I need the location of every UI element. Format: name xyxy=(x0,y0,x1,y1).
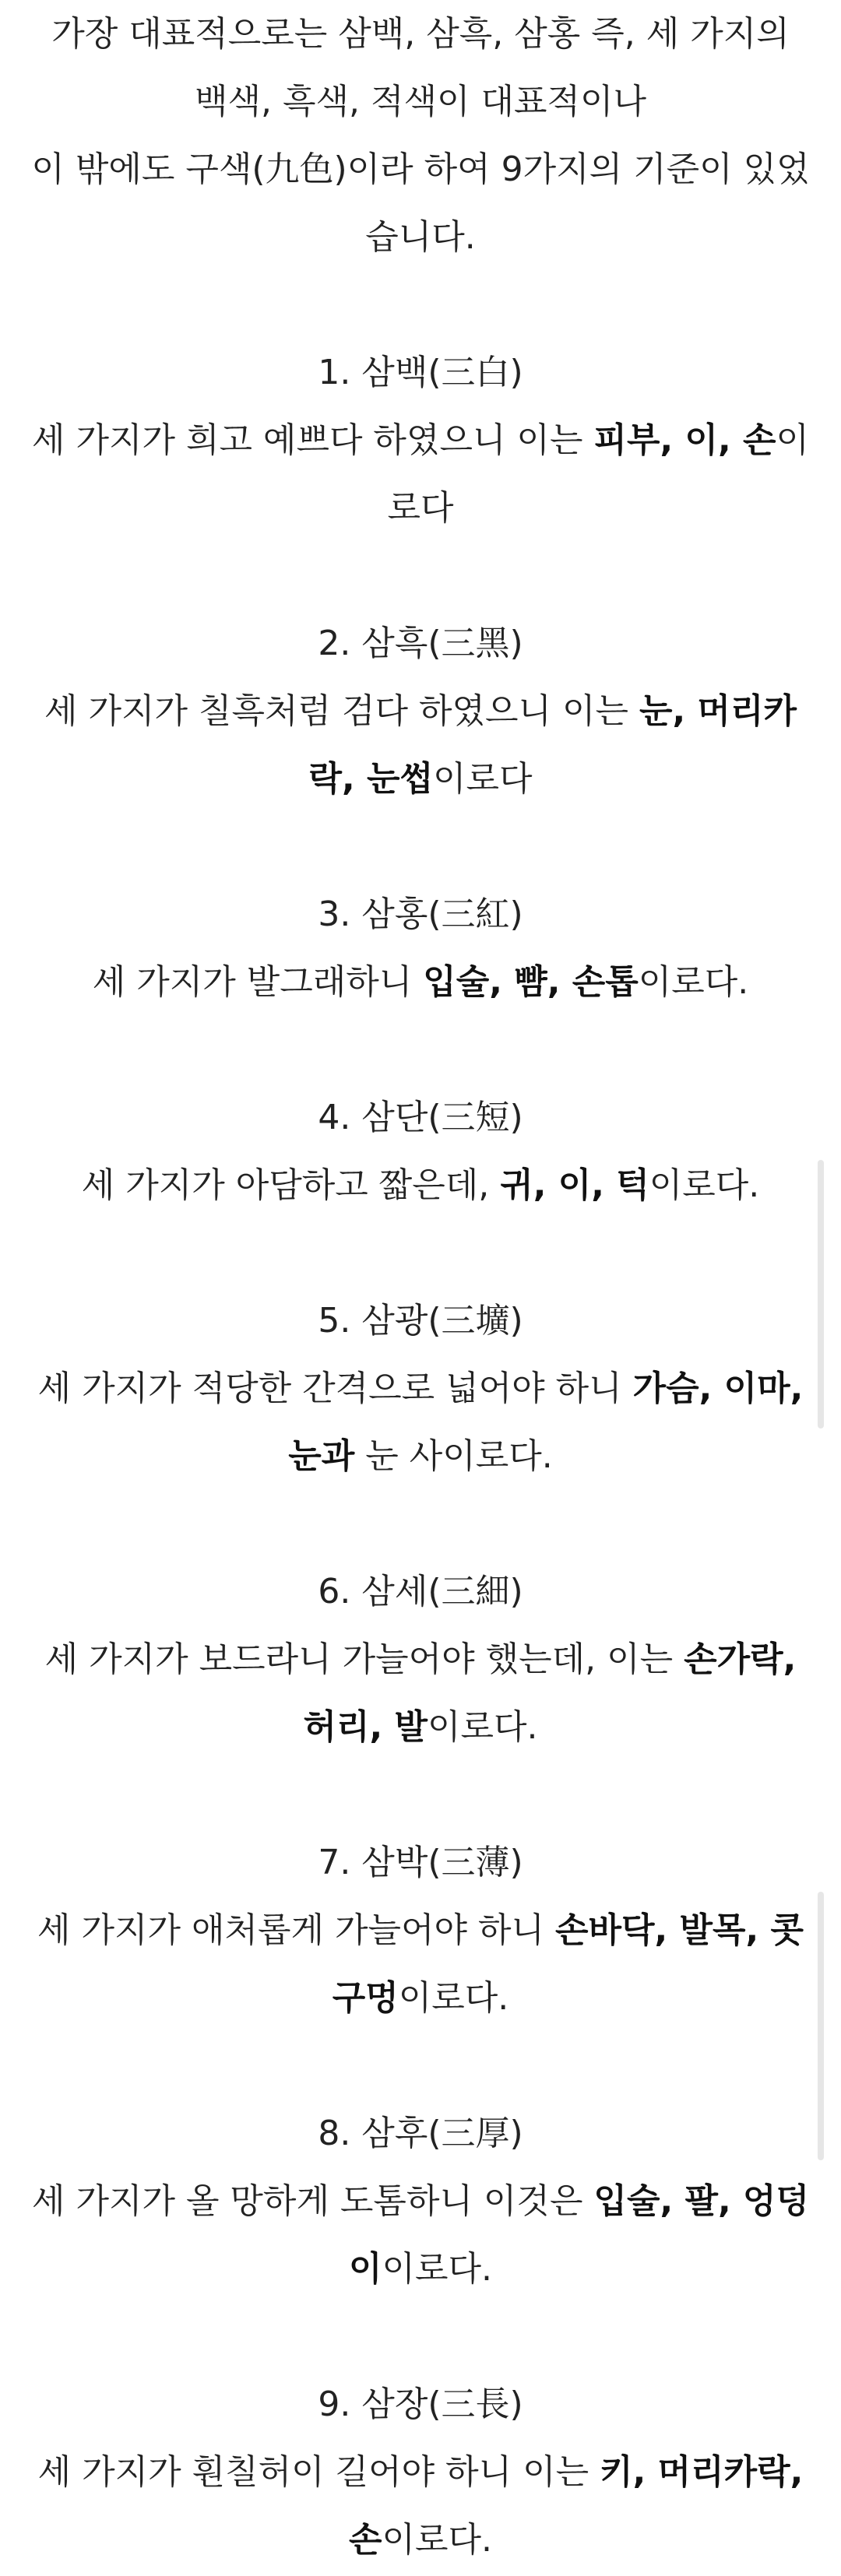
item-highlight: 가슴, 이마, 눈과 xyxy=(288,1369,804,1476)
item-description: 세 가지가 발그래하니 입술, 뺨, 손톱이로다. xyxy=(92,962,749,1002)
item-title: 5. 삼광(三壙) xyxy=(318,1301,523,1341)
item-highlight: 귀, 이, 턱 xyxy=(500,1165,649,1205)
list-item xyxy=(31,880,810,1016)
item-highlight: 눈, 머리카락, 눈썹 xyxy=(308,691,797,799)
item-highlight: 입술, 뺨, 손톱 xyxy=(423,962,639,1002)
item-description: 세 가지가 희고 예쁘다 하였으니 이는 피부, 이, 손이로다 xyxy=(31,420,810,528)
list-item xyxy=(31,1558,810,1761)
item-title: 2. 삼흑(三黑) xyxy=(318,624,523,663)
list-item xyxy=(31,339,810,542)
list-item xyxy=(31,2370,810,2574)
intro-paragraph xyxy=(31,0,810,271)
item-title: 6. 삼세(三細) xyxy=(318,1572,523,1611)
item-description: 세 가지가 애처롭게 가늘어야 하니 손바닥, 발목, 콧구멍이로다. xyxy=(37,1910,804,2018)
item-description: 세 가지가 훤칠허이 길어야 하니 이는 키, 머리카락, 손이로다. xyxy=(37,2452,804,2560)
item-highlight: 키, 머리카락, 손 xyxy=(348,2452,804,2560)
scroll-indicator[interactable] xyxy=(818,1892,824,2160)
intro-line-1: 가장 대표적으로는 삼백, 삼흑, 삼홍 즉, 세 가지의 백색, 흑색, 적색이 대표적이나 xyxy=(51,14,790,121)
list-item xyxy=(31,610,810,813)
item-description: 세 가지가 보드라니 가늘어야 했는데, 이는 손가락, 허리, 발이로다. xyxy=(44,1639,797,1747)
item-highlight: 피부, 이, 손 xyxy=(593,420,776,460)
item-title: 4. 삼단(三短) xyxy=(318,1098,523,1137)
item-description: 세 가지가 올 망하게 도톰하니 이것은 입술, 팔, 엉덩이이로다. xyxy=(31,2181,810,2289)
list-item xyxy=(31,1829,810,2032)
scroll-indicator[interactable] xyxy=(818,1160,824,1429)
item-description: 세 가지가 칠흑처럼 검다 하였으니 이는 눈, 머리카락, 눈썹이로다 xyxy=(44,691,797,799)
item-title: 7. 삼박(三薄) xyxy=(318,1843,523,1882)
item-title: 3. 삼홍(三紅) xyxy=(318,894,523,934)
list-item xyxy=(31,2100,810,2303)
article-body xyxy=(31,0,810,2574)
list-item xyxy=(31,1287,810,1490)
item-highlight: 손바닥, 발목, 콧구멍 xyxy=(332,1910,804,2018)
list-item xyxy=(31,1084,810,1219)
item-description: 세 가지가 적당한 간격으로 넓어야 하니 가슴, 이마, 눈과 눈 사이로다. xyxy=(37,1369,804,1476)
item-description: 세 가지가 아담하고 짧은데, 귀, 이, 턱이로다. xyxy=(81,1165,760,1205)
item-highlight: 입술, 팔, 엉덩이 xyxy=(348,2181,810,2289)
item-highlight: 손가락, 허리, 발 xyxy=(303,1639,797,1747)
item-title: 9. 삼장(三長) xyxy=(318,2384,523,2424)
intro-line-2: 이 밖에도 구색(九色)이라 하여 9가지의 기준이 있었습니다. xyxy=(31,149,810,257)
item-title: 1. 삼백(三白) xyxy=(318,353,523,392)
item-title: 8. 삼후(三厚) xyxy=(318,2114,523,2153)
